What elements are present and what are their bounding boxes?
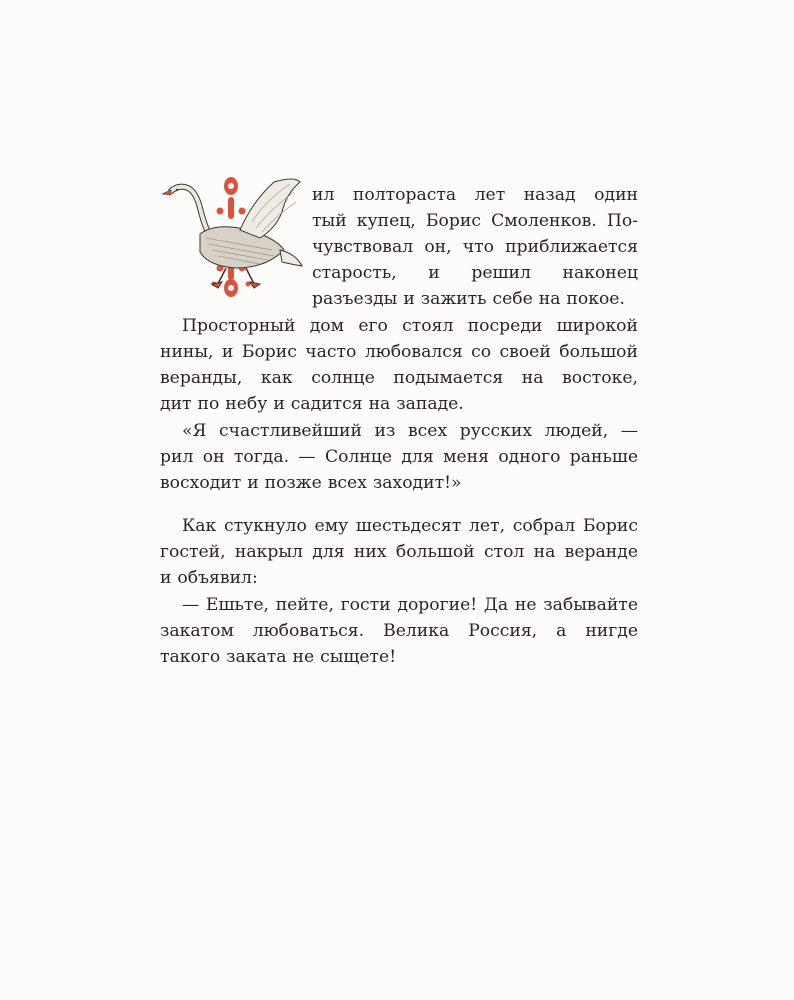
paragraph-line: и объявил: — [160, 568, 258, 588]
paragraph-line: восходит и позже всех заходит!» — [160, 473, 462, 493]
paragraph-line: веранды, как солнце подымается на востоке, — [160, 368, 638, 388]
paragraph-line: дит по небу и садится на западе. — [160, 394, 464, 414]
paragraph-line: гостей, накрыл для них большой стол на веранде — [160, 542, 638, 562]
paragraph-line: нины, и Борис часто любовался со своей большой — [160, 342, 638, 362]
paragraph-line: Как стукнуло ему шестьдесят лет, собрал Борис — [182, 516, 638, 536]
paragraph-line: разъезды и зажить себе на покое. — [312, 289, 625, 309]
paragraph-line: Просторный дом его стоял посреди широкой — [182, 316, 638, 336]
paragraph-line: закатом любоваться. Велика Россия, а нигде — [160, 621, 638, 641]
paragraph-line: тый купец, Борис Смоленков. По- — [312, 211, 638, 231]
paragraph-line: старость, и решил наконец — [312, 263, 638, 283]
paragraph-line: ил полтораста лет назад один — [312, 185, 638, 205]
paragraph-line: такого заката не сыщете! — [160, 647, 397, 667]
paragraph-line: «Я счастливейший из всех русских людей, — — [182, 421, 638, 441]
paragraph-line: рил он тогда. — Солнце для меня одного раньше — [160, 447, 638, 467]
paragraph-line: чувствовал он, что приближается — [312, 237, 638, 257]
swan-drop-cap-illustration — [156, 172, 306, 302]
paragraph-line: — Ешьте, пейте, гости дорогие! Да не забывайте — [182, 595, 638, 615]
